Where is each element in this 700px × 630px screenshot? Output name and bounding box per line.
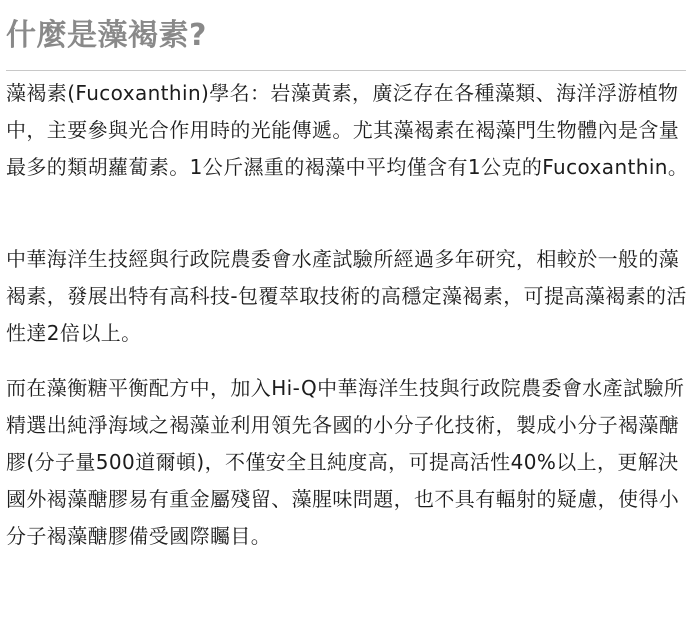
paragraph-formula: 而在藻衡糖平衡配方中，加入Hi-Q中華海洋生技與行政院農委會水產試驗所精選出純淨海域之褐藻並利用領先各國的小分子化技術，製成小分子褐藻醣膠(分子量500道爾頓)，不僅安全且純度高，可提高活性40%以上，更解決國外褐藻醣膠易有重金屬殘留、藻腥味問題，也不具有輻射的疑慮，使得小分子褐藻醣膠備受國際矚目。	[6, 376, 685, 548]
title-divider	[6, 70, 686, 71]
paragraph-research: 中華海洋生技經與行政院農委會水產試驗所經過多年研究，相較於一般的藻褐素，發展出特有高科技-包覆萃取技術的高穩定藻褐素，可提高藻褐素的活性達2倍以上。	[6, 247, 687, 345]
paragraph-fucoxanthin-intro: 藻褐素(Fucoxanthin)學名：岩藻黃素，廣泛存在各種藻類、海洋浮游植物中，主要參與光合作用時的光能傳遞。尤其藻褐素在褐藻門生物體內是含量最多的類胡蘿蔔素。1公斤濕重的褐藻中平均僅含有1公克的Fucoxanthin。	[6, 81, 689, 179]
article-title: 什麼是藻褐素?	[6, 18, 207, 53]
